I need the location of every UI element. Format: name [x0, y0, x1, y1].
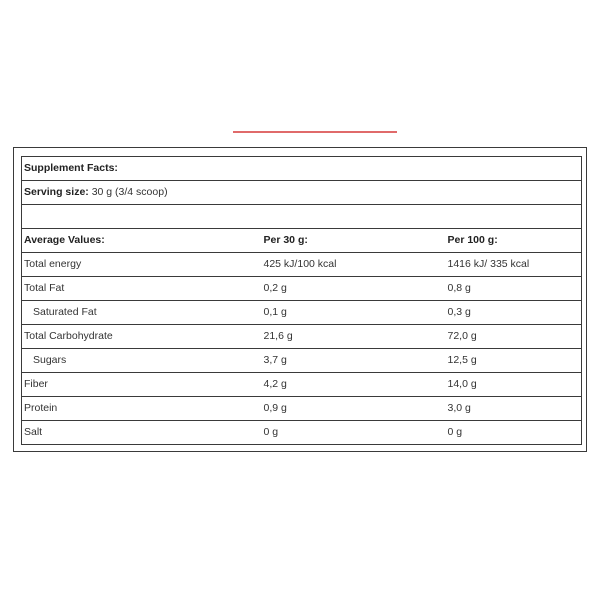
- nutrient-name: Protein: [22, 397, 262, 421]
- per-100g-value: 3,0 g: [446, 397, 582, 421]
- column-header-row: [22, 229, 582, 253]
- table-row: [22, 397, 582, 421]
- nutrient-name: Saturated Fat: [22, 301, 262, 325]
- facts-title: Supplement Facts:: [22, 157, 582, 181]
- column-header-per-100g: Per 100 g:: [446, 229, 582, 253]
- nutrient-name: Salt: [24, 426, 43, 439]
- per-serving-value: 3,7 g: [262, 349, 446, 373]
- nutrient-name: Sugars: [22, 349, 262, 373]
- per-100g-value: 14,0 g: [446, 373, 582, 397]
- per-100g-value: 0 g: [447, 426, 463, 439]
- supplement-facts-table: [21, 156, 582, 445]
- per-100g-value: 0,3 g: [446, 301, 582, 325]
- per-100g-value: 12,5 g: [446, 349, 582, 373]
- nutrient-name: Total energy: [22, 253, 262, 277]
- serving-size-row: [22, 181, 582, 205]
- table-row: [22, 301, 582, 325]
- per-serving-value: 0,9 g: [262, 397, 446, 421]
- nutrient-name: Total Carbohydrate: [22, 325, 262, 349]
- per-serving-value: 4,2 g: [262, 373, 446, 397]
- serving-size-value: 30 g (3/4 scoop): [88, 186, 168, 199]
- table-row: [22, 325, 582, 349]
- per-serving-value: 0,1 g: [262, 301, 446, 325]
- nutrient-name: Fiber: [22, 373, 262, 397]
- per-100g-value: 0,8 g: [446, 277, 582, 301]
- per-serving-value: 21,6 g: [262, 325, 446, 349]
- per-100g-value: 1416 kJ/ 335 kcal: [446, 253, 582, 277]
- table-row: [22, 373, 582, 397]
- supplement-facts-panel: [13, 147, 587, 452]
- nutrient-name: Total Fat: [22, 277, 262, 301]
- per-serving-value: 0,2 g: [262, 277, 446, 301]
- serving-size-label: Serving size:: [24, 186, 89, 199]
- accent-divider: [233, 131, 397, 133]
- table-row: [22, 421, 582, 445]
- column-header-per-serving: Per 30 g:: [262, 229, 446, 253]
- per-serving-value: 425 kJ/100 kcal: [262, 253, 446, 277]
- title-row: [22, 157, 582, 181]
- table-row: [22, 349, 582, 373]
- per-100g-value: 72,0 g: [446, 325, 582, 349]
- table-row: [22, 277, 582, 301]
- per-serving-value: 0 g: [263, 426, 279, 439]
- column-header-name: Average Values:: [22, 229, 262, 253]
- table-row: [22, 253, 582, 277]
- serving-size: [22, 181, 582, 205]
- spacer-row: [22, 205, 582, 229]
